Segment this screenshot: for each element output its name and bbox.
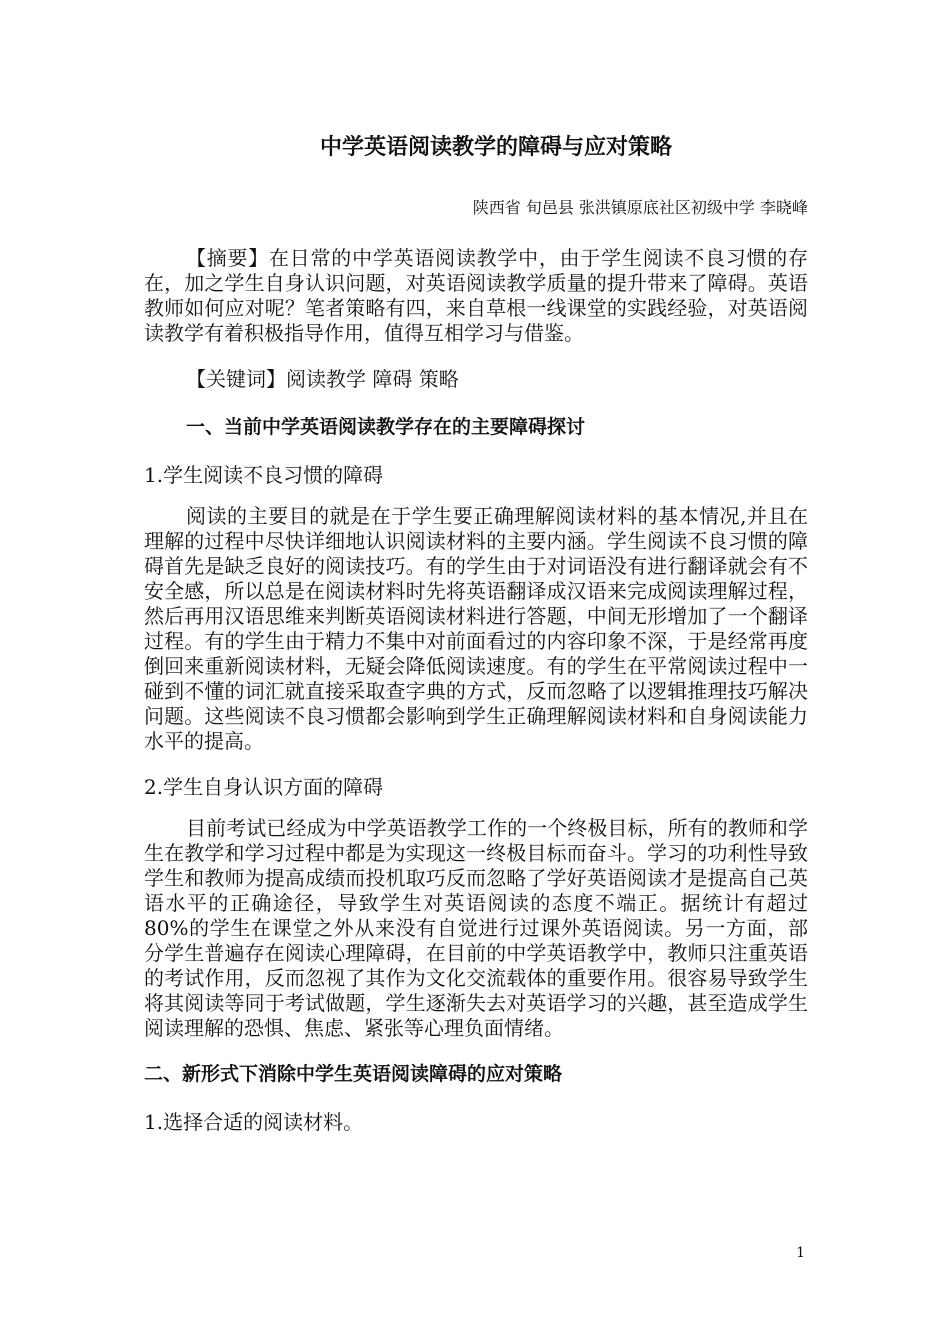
section-1-paragraph-2: 目前考试已经成为中学英语教学工作的一个终极目标，所有的教师和学生在教学和学习过程中都是为实现这一终极目标而奋斗。学习的功利性导致学生和教师为提高成绩而投机取巧反而忽略了学好英语阅读才是提高自己英语水平的正确途径，导致学生对英语阅读的态度不端正。据统计有超过80%的学生在课堂之外从来没有自觉进行过课外英语阅读。另一方面，部分学生普遍存在阅读心理障碍，在目前的中学英语教学中，教师只注重英语的考试作用，反而忽视了其作为文化交流载体的重要作用。很容易导致学生将其阅读等同于考试做题，学生逐渐失去对英语学习的兴趣，甚至造成学生阅读理解的恐惧、焦虑、紧张等心理负面情绪。	[144, 816, 808, 1040]
page-number: 1	[796, 1245, 805, 1261]
section-1-heading: 一、当前中学英语阅读教学存在的主要障碍探讨	[186, 416, 586, 438]
section-2-heading: 二、新形式下消除中学生英语阅读障碍的应对策略	[144, 1063, 563, 1085]
keywords-line: 【关键词】阅读教学 障碍 策略	[186, 367, 459, 391]
author-line: 陕西省 旬邑县 张洪镇原底社区初级中学 李晓峰	[472, 198, 808, 217]
document-title: 中学英语阅读教学的障碍与应对策略	[319, 135, 672, 160]
section-1-subheading-1: 1.学生阅读不良习惯的障碍	[144, 463, 384, 487]
document-body	[144, 128, 808, 1151]
abstract-paragraph: 【摘要】在日常的中学英语阅读教学中，由于学生阅读不良习惯的存在，加之学生自身认识问题，对英语阅读教学质量的提升带来了障碍。英语教师如何应对呢？笔者策略有四，来自草根一线课堂的实践经验，对英语阅读教学有着积极指导作用，值得互相学习与借鉴。	[144, 246, 808, 345]
section-1-paragraph-1: 阅读的主要目的就是在于学生要正确理解阅读材料的基本情况,并且在理解的过程中尽快详细地认识阅读材料的主要内涵。学生阅读不良习惯的障碍首先是缺乏良好的阅读技巧。有的学生由于对词语没有进行翻译就会有不安全感，所以总是在阅读材料时先将英语翻译成汉语来完成阅读理解过程，然后再用汉语思维来判断英语阅读材料进行答题，中间无形增加了一个翻译过程。有的学生由于精力不集中对前面看过的内容印象不深，于是经常再度倒回来重新阅读材料，无疑会降低阅读速度。有的学生在平常阅读过程中一碰到不懂的词汇就直接采取查字典的方式，反而忽略了以逻辑推理技巧解决问题。这些阅读不良习惯都会影响到学生正确理解阅读材料和自身阅读能力水平的提高。	[144, 504, 808, 753]
section-1-subheading-2: 2.学生自身认识方面的障碍	[144, 775, 384, 799]
section-2-subheading-1: 1.选择合适的阅读材料。	[144, 1110, 364, 1134]
